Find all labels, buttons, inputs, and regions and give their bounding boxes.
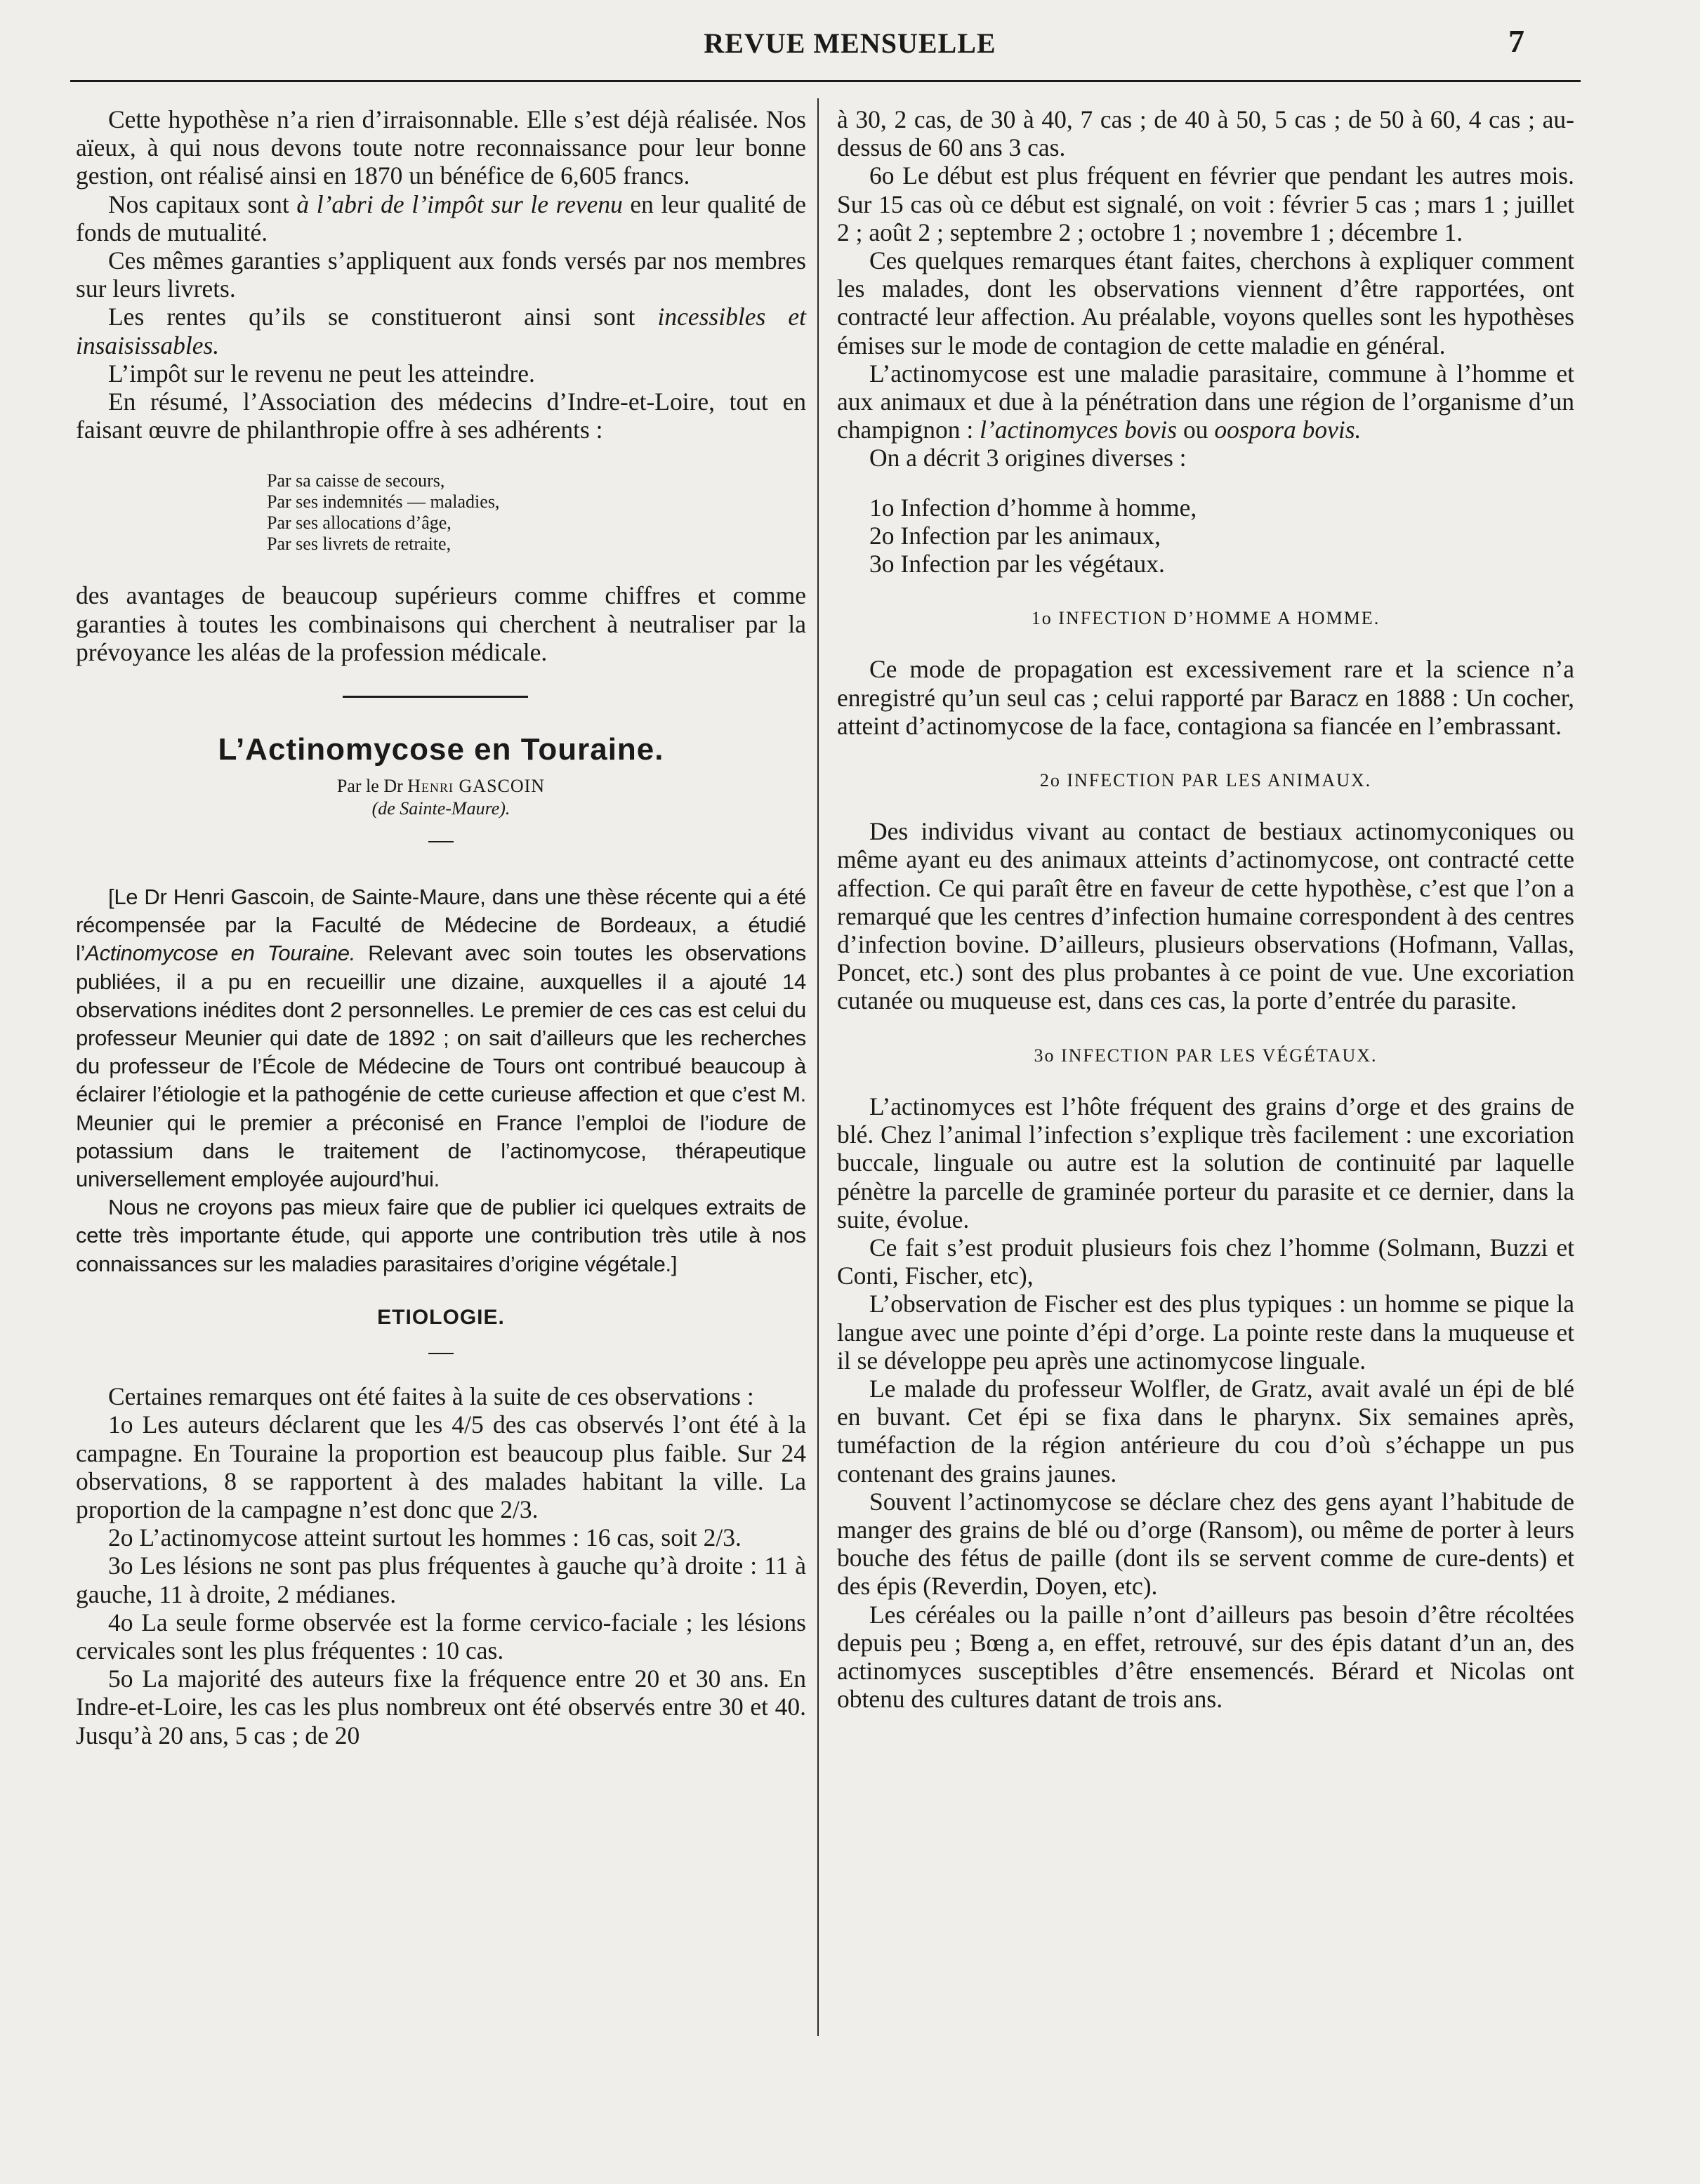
paragraph: 5o La majorité des auteurs fixe la fréquence entre 20 et 30 ans. En Indre-et-Loire, les cas les plus nombreux ont été observés entre 30 et 40. Jusqu’à 20 ans, 5 cas ; de 20 bbox=[76, 1665, 806, 1749]
subsection-heading: 3o INFECTION PAR LES VÉGÉTAUX. bbox=[1034, 1045, 1378, 1066]
author-affiliation: (de Sainte-Maure). bbox=[371, 798, 510, 819]
paragraph: Souvent l’actinomycose se déclare chez des gens ayant l’habitude de manger des grains de blé ou d’orge (Ransom), ou même de porter à leurs bouche des fétus de paille (dont ils se servent comme de cure-dents) et des épis (Reverdin, Doyen, etc). bbox=[837, 1487, 1574, 1601]
short-rule bbox=[428, 841, 454, 842]
paragraph: 4o La seule forme observée est la forme cervico-faciale ; les lésions cervicales sont les plus fréquentes : 10 cas. bbox=[76, 1608, 806, 1665]
header-rule bbox=[70, 80, 1581, 82]
column-divider bbox=[817, 98, 819, 2036]
left-column bbox=[76, 105, 806, 1749]
list-item: 2o Infection par les animaux, bbox=[869, 521, 1161, 550]
verse-line: Par sa caisse de secours, bbox=[267, 470, 445, 491]
paragraph: Ces quelques remarques étant faites, cherchons à expliquer comment les malades, dont les observations viennent d’être rapportées, ont contracté leur affection. Au préalable, voyons quelles sont les hypothèses émises sur le mode de contagion de cette maladie en général. bbox=[837, 246, 1574, 359]
paragraph: Le malade du professeur Wolfler, de Gratz, avait avalé un épi de blé en buvant. Cet épi se fixa dans le pharynx. Six semaines après, tuméfaction de la région antérieure du cou d’où s’échappe un pus contenant des grains jaunes. bbox=[837, 1374, 1574, 1488]
verse-list bbox=[267, 470, 806, 555]
paragraph: 1o Les auteurs déclarent que les 4/5 des cas observés l’ont été à la campagne. En Touraine la proportion est beaucoup plus faible. Sur 24 observations, 8 se rapportent à des malades habitant la ville. La proportion de la campagne n’est donc que 2/3. bbox=[76, 1410, 806, 1523]
list-item: 1o Infection d’homme à homme, bbox=[869, 493, 1197, 522]
paragraph: Ce fait s’est produit plusieurs fois chez l’homme (Solmann, Buzzi et Conti, Fischer, etc), bbox=[837, 1233, 1574, 1290]
paragraph: L’impôt sur le revenu ne peut les atteindre. bbox=[108, 359, 535, 388]
paragraph: 2o L’actinomycose atteint surtout les hommes : 16 cas, soit 2/3. bbox=[108, 1523, 742, 1552]
paragraph: Ce mode de propagation est excessivement rare et la science n’a enregistré qu’un seul cas ; celui rapporté par Baracz en 1888 : Un cocher, atteint d’actinomycose de la face, contagiona sa fiancée en l’embrassant. bbox=[837, 655, 1574, 740]
section-heading: ETIOLOGIE. bbox=[377, 1305, 505, 1329]
section-rule bbox=[343, 696, 528, 698]
journal-title: REVUE MENSUELLE bbox=[704, 27, 996, 59]
paragraph: 3o Les lésions ne sont pas plus fréquentes à gauche qu’à droite : 11 à gauche, 11 à droite, 2 médianes. bbox=[76, 1551, 806, 1608]
paragraph: Les rentes qu’ils se constitueront ainsi sont incessibles et insaisissables. bbox=[76, 303, 806, 359]
paragraph: 6o Le début est plus fréquent en février que pendant les autres mois. Sur 15 cas où ce début est signalé, on voit : février 5 cas ; mars 1 ; juillet 2 ; août 2 ; septembre 2 ; octobre 1 ; novembre 1 ; décembre 1. bbox=[837, 161, 1574, 246]
subsection-heading: 1o INFECTION D’HOMME A HOMME. bbox=[1031, 608, 1381, 629]
list-item: 3o Infection par les végétaux. bbox=[869, 550, 1165, 578]
paragraph: Certaines remarques ont été faites à la suite de ces observations : bbox=[108, 1382, 754, 1411]
paragraph: L’actinomycose est une maladie parasitaire, commune à l’homme et aux animaux et due à la pénétration dans une région de l’organisme d’un champignon : l’actinomyces bovis ou oospora bovis. bbox=[837, 359, 1574, 444]
editor-intro bbox=[76, 883, 806, 1278]
article-title: L’Actinomycose en Touraine. bbox=[218, 732, 664, 767]
paragraph: Des individus vivant au contact de bestiaux actinomyconiques ou même ayant eu des animaux atteints d’actinomycose, ont contracté cette affection. Ce qui paraît être en faveur de cette hypothèse, c’est que l’on a remarqué que les centres d’infection humaine correspondent à des centres d’infection bovine. D’ailleurs, plusieurs observations (Hofmann, Vallas, Poncet, etc.) sont des plus probantes à ce point de vue. Une excoriation cutanée ou muqueuse est, dans ces cas, la porte d’entrée du parasite. bbox=[837, 817, 1574, 1015]
paragraph: des avantages de beaucoup supérieurs comme chiffres et comme garanties à toutes les combinaisons qui cherchent à neutraliser par la prévoyance les aléas de la profession médicale. bbox=[76, 581, 806, 666]
paragraph: Ces mêmes garanties s’appliquent aux fonds versés par nos membres sur leurs livrets. bbox=[76, 246, 806, 303]
paragraph: En résumé, l’Association des médecins d’Indre-et-Loire, tout en faisant œuvre de philanthropie offre à ses adhérents : bbox=[76, 388, 806, 444]
paragraph: [Le Dr Henri Gascoin, de Sainte-Maure, dans une thèse récente qui a été récompensée par la Faculté de Médecine de Bordeaux, a étudié l’Actinomycose en Touraine. Relevant avec soin toutes les observations publiées, il a pu en recueillir une dizaine, auxquelles il a ajouté 14 observations inédites dont 2 personnelles. Le premier de ces cas est celui du professeur Meunier qui date de 1892 ; on sait d’ailleurs que les recherches du professeur de l’École de Médecine de Tours ont contribué beaucoup à éclairer l’étiologie et la pathogénie de cette curieuse affection et que c’est M. Meunier qui le premier a préconisé en France l’emploi de l’iodure de potassium dans le traitement de l’actinomycose, thérapeutique universellement employée aujourd’hui. bbox=[76, 885, 806, 1192]
paragraph: Nous ne croyons pas mieux faire que de publier ici quelques extraits de cette très importante étude, qui apporte une contribution très utile à nos connaissances sur les maladies parasitaires d’origine végétale.] bbox=[76, 1195, 806, 1276]
verse-line: Par ses allocations d’âge, bbox=[267, 512, 452, 534]
paragraph: Cette hypothèse n’a rien d’irraisonnable. Elle s’est déjà réalisée. Nos aïeux, à qui nous devons toute notre reconnaissance pour leur bonne gestion, ont réalisé ainsi en 1870 un bénéfice de 6,605 francs. bbox=[76, 105, 806, 190]
paragraph: L’actinomyces est l’hôte fréquent des grains d’orge et des grains de blé. Chez l’animal l’infection s’explique très facilement : une excoriation buccale, linguale ou autre est la solution de continuité par laquelle pénètre la parcelle de graminée porteur du parasite et ce dernier, dans la suite, évolue. bbox=[837, 1092, 1574, 1233]
paragraph: L’observation de Fischer est des plus typiques : un homme se pique la langue avec une pointe d’épi d’orge. La pointe reste dans la muqueuse et il se développe peu après une actinomycose linguale. bbox=[837, 1290, 1574, 1375]
paragraph: On a décrit 3 origines diverses : bbox=[869, 444, 1187, 472]
page-header bbox=[0, 21, 1700, 63]
paragraph: Les céréales ou la paille n’ont d’ailleurs pas besoin d’être récoltées depuis peu ; Bœng a, en effet, retrouvé, sur des épis datant d’un an, des actinomyces susceptibles d’être ensemencés. Bérard et Nicolas ont obtenu des cultures datant de trois ans. bbox=[837, 1600, 1574, 1714]
paragraph: à 30, 2 cas, de 30 à 40, 7 cas ; de 40 à 50, 5 cas ; de 50 à 60, 4 cas ; au-dessus de 60 ans 3 cas. bbox=[837, 105, 1574, 162]
verse-line: Par ses livrets de retraite, bbox=[267, 534, 452, 555]
paragraph: Nos capitaux sont à l’abri de l’impôt sur le revenu en leur qualité de fonds de mutualité. bbox=[76, 190, 806, 246]
page-number: 7 bbox=[1508, 23, 1524, 59]
verse-line: Par ses indemnités — maladies, bbox=[267, 491, 500, 512]
byline: Par le Dr Henri GASCOIN bbox=[336, 776, 546, 797]
right-column bbox=[837, 105, 1574, 1713]
subsection-heading: 2o INFECTION PAR LES ANIMAUX. bbox=[1039, 770, 1372, 791]
